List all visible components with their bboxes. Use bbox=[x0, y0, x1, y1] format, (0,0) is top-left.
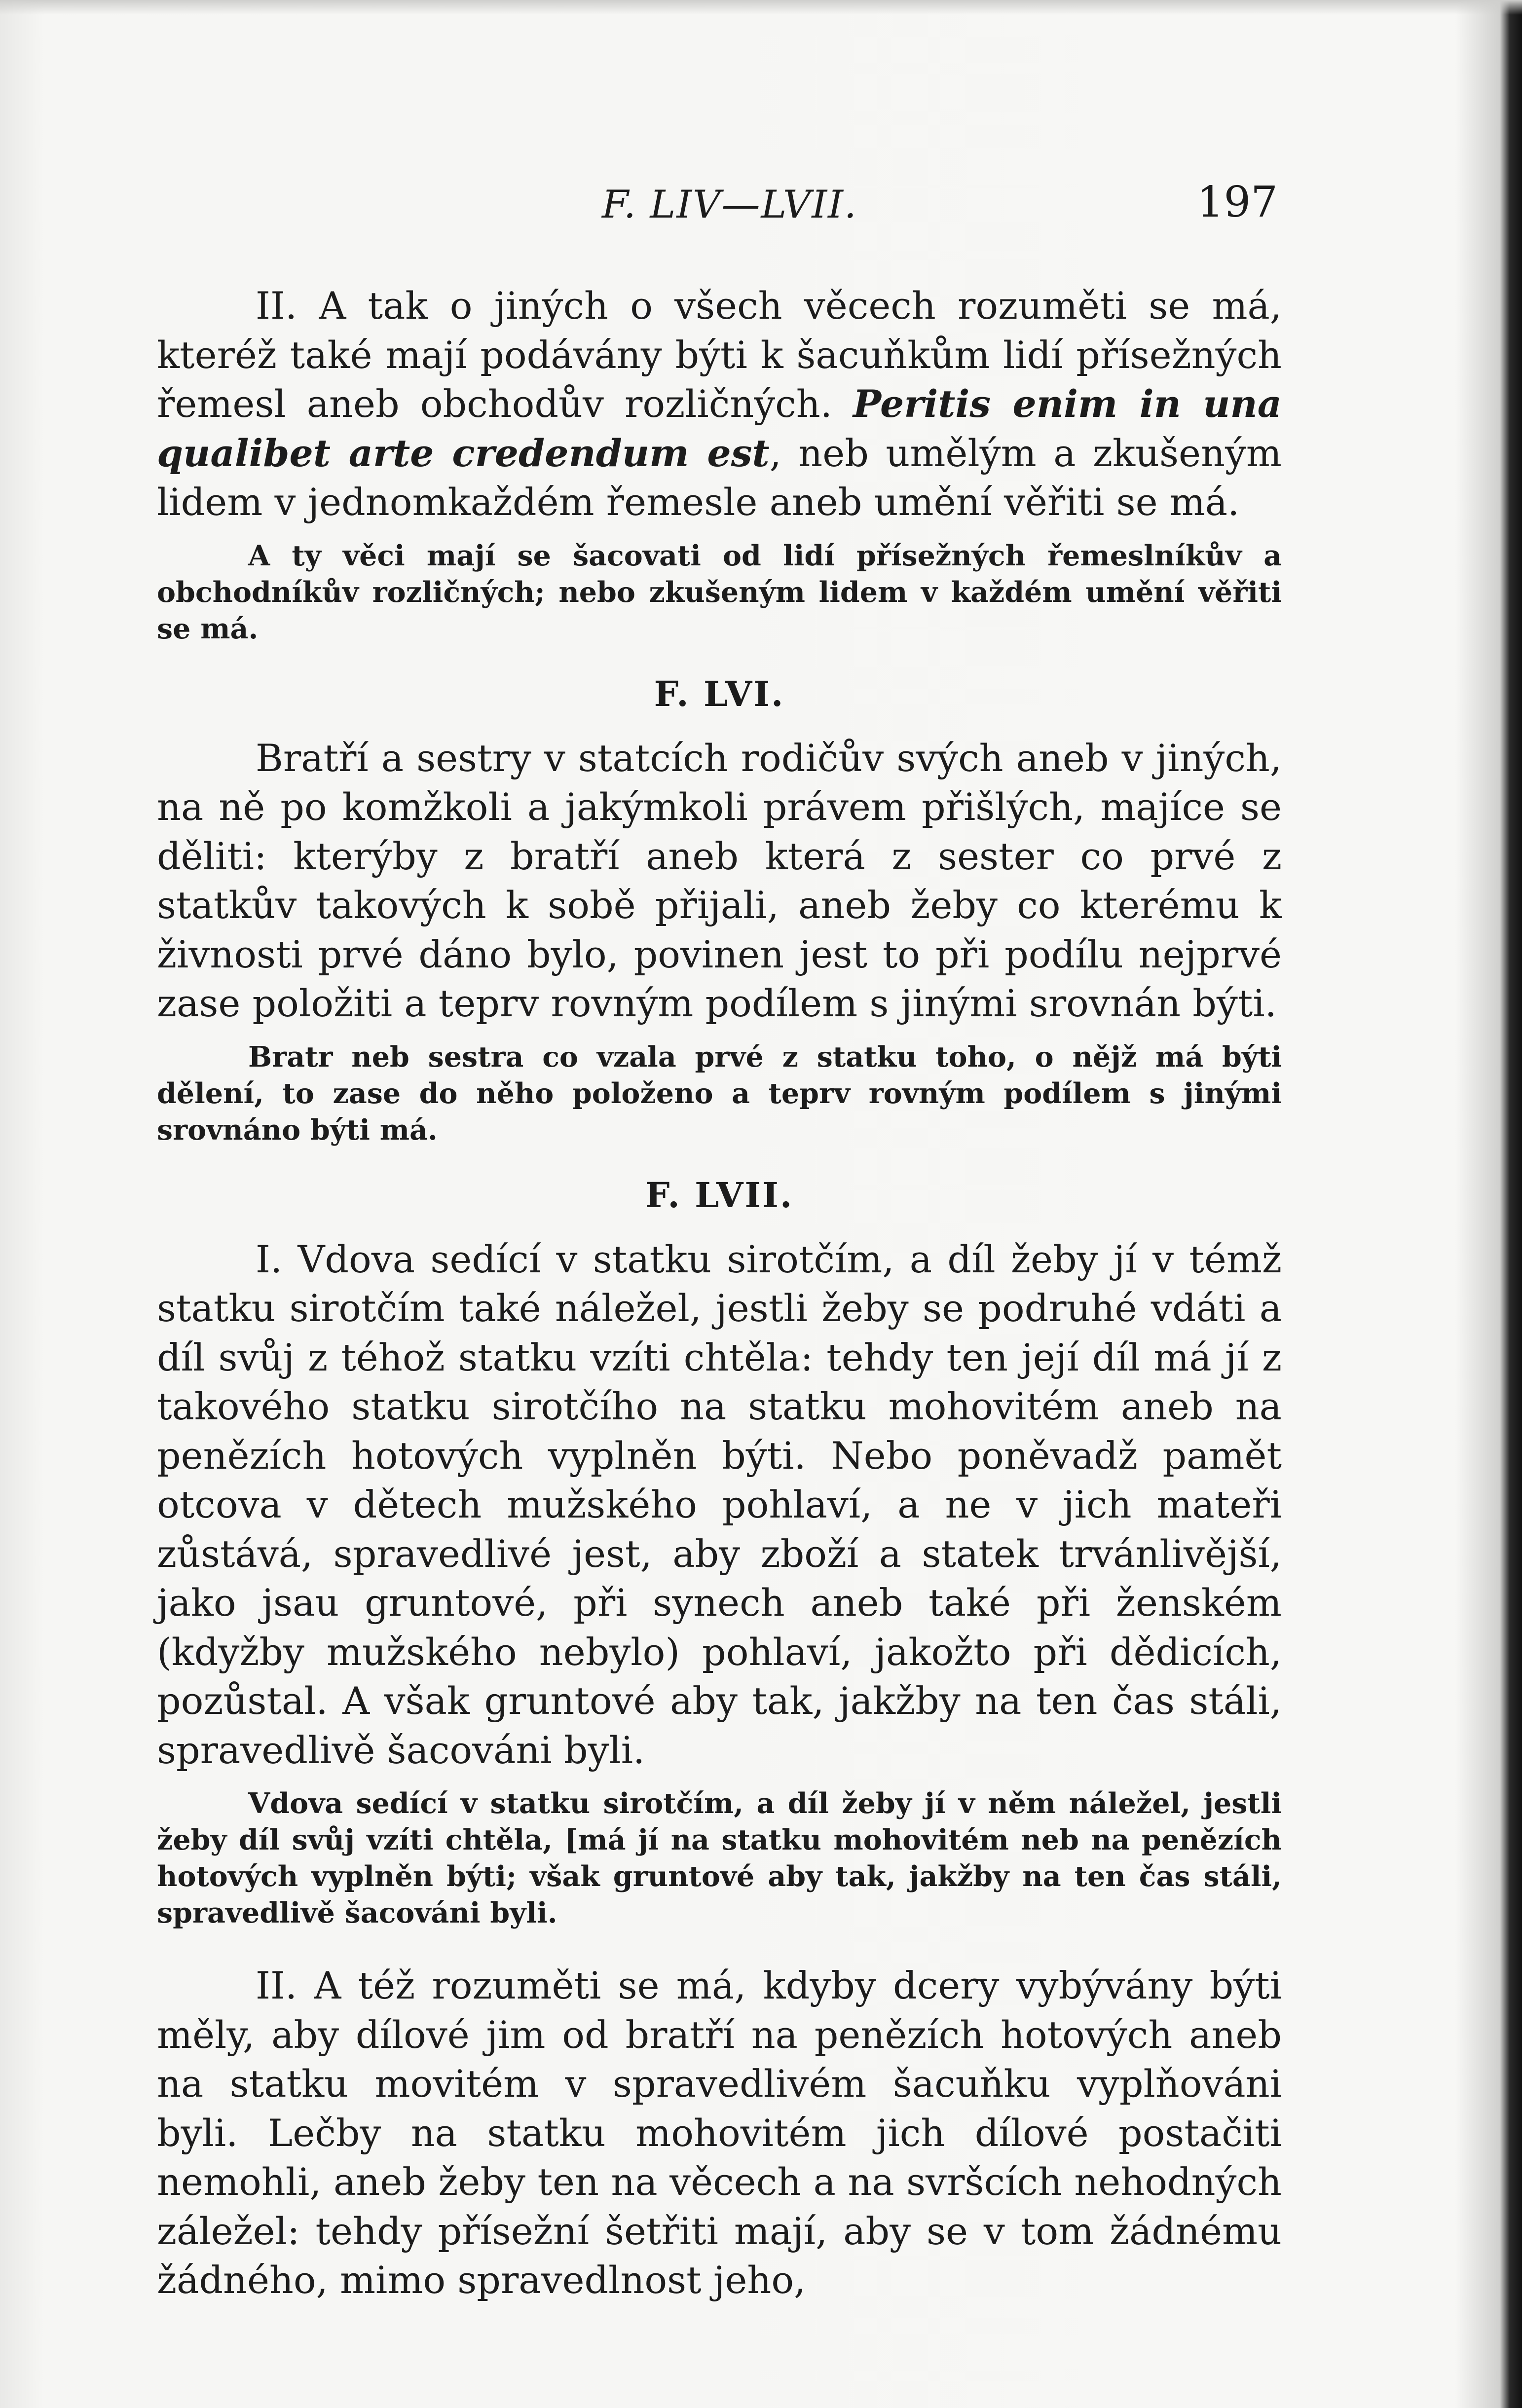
latin-quote: Peritis enim in una qualibet arte credendum est bbox=[157, 382, 1282, 475]
paragraph-1 bbox=[157, 281, 1282, 527]
page-body bbox=[157, 281, 1282, 2305]
summary-note-3: Vdova sedící v statku sirotčím, a díl žeby jí v něm náležel, jestli žeby díl svůj vzíti chtěla, [má jí na statku mohovitém neb na penězích hotových vyplněn býti; však gruntové aby tak, jakžby na ten čas stáli, spravedlivě šacováni byli. bbox=[157, 1787, 1282, 1929]
page-number: 197 bbox=[1196, 178, 1278, 227]
paragraph-4: II. A též rozuměti se má, kdyby dcery vybývány býti měly, aby dílové jim od bratří na penězích hotových aneb na statku movitém v spravedlivém šacuňku vyplňováni byli. Lečby na statku mohovitém jich dílové postačiti nemohli, aneb žeby ten na věcech a na svršcích nehodných záležel: tehdy přísežní šetřiti mají, aby se v tom žádnému žádného, mimo spravedlnost jeho, bbox=[157, 1963, 1282, 2302]
summary-note-1: A ty věci mají se šacovati od lidí přísežných řemeslníkův a obchodníkův rozličných; nebo zkušeným lidem v každém umění věřiti se má. bbox=[157, 539, 1282, 645]
section-heading-lvii: F. LVII. bbox=[645, 1174, 794, 1216]
page-header bbox=[158, 178, 1278, 232]
paragraph-1-start: II. A tak o jiných o všech věcech rozuměti se má, kteréž také mají podávány býti k šacuňkům lidí přísežných řemesl aneb obchodův rozličných. bbox=[157, 284, 1282, 426]
paragraph-3: I. Vdova sedící v statku sirotčím, a díl žeby jí v témž statku sirotčím také náležel, jestli žeby se podruhé vdáti a díl svůj z téhož statku vzíti chtěla: tehdy ten její díl má jí z takového statku sirotčího na statku mohovitém aneb na penězích hotových vyplněn býti. Nebo poněvadž pamět otcova v dětech mužského pohlaví, a ne v jich mateři zůstává, spravedlivé jest, aby zboží a statek trvánlivější, jako jsau gruntové, při synech aneb také při ženském (kdyžby mužského nebylo) pohlaví, jakožto při dědicích, pozůstal. A však gruntové aby tak, jakžby na ten čas stáli, spravedlivě šacováni byli. bbox=[157, 1237, 1282, 1772]
paragraph-2: Bratří a sestry v statcích rodičův svých aneb v jiných, na ně po komžkoli a jakýmkoli právem přišlých, majíce se děliti: kterýby z bratří aneb která z sester co prvé z statkův takových k sobě přijali, aneb žeby co kterému k živnosti prvé dáno bylo, povinen jest to při podílu nejprvé zase položiti a teprv rovným podílem s jinými srovnán býti. bbox=[157, 736, 1282, 1025]
paragraph-1-end: , neb umělým a zkušeným lidem v jednomkaždém řemesle aneb umění věřiti se má. bbox=[157, 431, 1282, 524]
section-heading-lvi: F. LVI. bbox=[654, 673, 785, 714]
running-head: F. LIV—LVII. bbox=[602, 183, 857, 227]
scan-edge-shadow bbox=[0, 0, 1522, 15]
summary-note-2: Bratr neb sestra co vzala prvé z statku toho, o nějž má býti dělení, to zase do něho položeno a teprv rovným podílem s jinými srovnáno býti má. bbox=[157, 1040, 1282, 1147]
